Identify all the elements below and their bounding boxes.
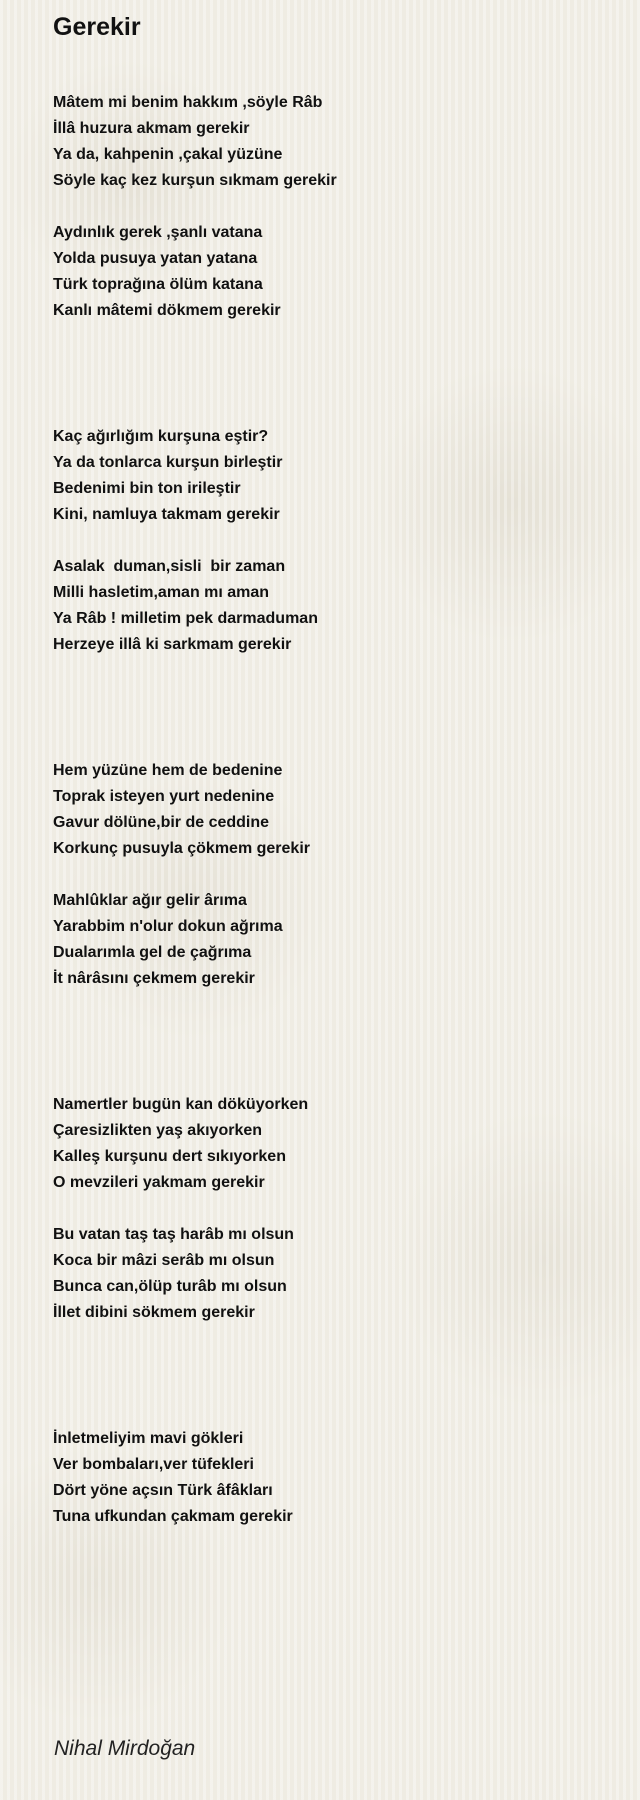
poem-line: Asalak duman,sisli bir zaman	[53, 558, 286, 575]
stanza	[53, 1092, 613, 1196]
poem-line: Söyle kaç kez kurşun sıkmam gerekir	[53, 172, 337, 189]
stanza	[53, 90, 613, 194]
poem-line: Mâtem mi benim hakkım ,söyle Râb	[53, 94, 323, 111]
stanza	[53, 888, 613, 992]
poem-line: Kalleş kurşunu dert sıkıyorken	[53, 1148, 286, 1165]
poem-line: Bu vatan taş taş harâb mı olsun	[53, 1226, 294, 1243]
author-signature: Nihal Mirdoğan	[54, 1737, 196, 1760]
stanza-gap	[53, 528, 613, 554]
poem-line: Türk toprağına ölüm katana	[53, 276, 263, 293]
poem-line: Ya Râb ! milletim pek darmaduman	[53, 610, 318, 627]
poem-line: İllet dibini sökmem gerekir	[53, 1304, 255, 1321]
poem-line: Çaresizlikten yaş akıyorken	[53, 1122, 263, 1139]
stanza	[53, 1426, 613, 1530]
poem-line: İllâ huzura akmam gerekir	[53, 120, 250, 137]
poem-line: Herzeye illâ ki sarkmam gerekir	[53, 636, 292, 653]
poem-title: Gerekir	[53, 13, 141, 41]
poem-line: Milli hasletim,aman mı aman	[53, 584, 270, 601]
poem-line: Tuna ufkundan çakmam gerekir	[53, 1508, 293, 1525]
poem-line: Bunca can,ölüp turâb mı olsun	[53, 1278, 287, 1295]
poem-line: Kaç ağırlığım kurşuna eştir?	[53, 428, 269, 445]
poem-line: Namertler bugün kan döküyorken	[53, 1096, 309, 1113]
poem-line: Dört yöne açsın Türk âfâkları	[53, 1482, 273, 1499]
poem-line: Mahlûklar ağır gelir ârıma	[53, 892, 247, 909]
poem-line: İt nârâsını çekmem gerekir	[53, 970, 255, 987]
stanza	[53, 220, 613, 324]
poem-line: Korkunç pusuyla çökmem gerekir	[53, 840, 310, 857]
poem-line: Kini, namluya takmam gerekir	[53, 506, 280, 523]
poem-page	[53, 0, 613, 1530]
poem-line: Ya da, kahpenin ,çakal yüzüne	[53, 146, 283, 163]
section-gap	[53, 992, 613, 1092]
stanza	[53, 424, 613, 528]
poem-line: Dualarımla gel de çağrıma	[53, 944, 252, 961]
section-gap	[53, 658, 613, 758]
poem-body	[53, 90, 613, 1530]
section-gap	[53, 324, 613, 424]
poem-line: Ver bombaları,ver tüfekleri	[53, 1456, 254, 1473]
stanza-gap	[53, 862, 613, 888]
poem-line: Ya da tonlarca kurşun birleştir	[53, 454, 283, 471]
poem-line: Hem yüzüne hem de bedenine	[53, 762, 283, 779]
poem-line: Toprak isteyen yurt nedenine	[53, 788, 275, 805]
poem-line: O mevzileri yakmam gerekir	[53, 1174, 265, 1191]
poem-line: Koca bir mâzi serâb mı olsun	[53, 1252, 275, 1269]
poem-line: Yolda pusuya yatan yatana	[53, 250, 258, 267]
poem-line: Yarabbim n'olur dokun ağrıma	[53, 918, 283, 935]
stanza-gap	[53, 1196, 613, 1222]
poem-line: İnletmeliyim mavi gökleri	[53, 1430, 244, 1447]
stanza	[53, 1222, 613, 1326]
poem-line: Gavur dölüne,bir de ceddine	[53, 814, 270, 831]
stanza	[53, 554, 613, 658]
poem-line: Aydınlık gerek ,şanlı vatana	[53, 224, 263, 241]
poem-line: Bedenimi bin ton irileştir	[53, 480, 241, 497]
stanza-gap	[53, 194, 613, 220]
stanza	[53, 758, 613, 862]
poem-line: Kanlı mâtemi dökmem gerekir	[53, 302, 281, 319]
section-gap	[53, 1326, 613, 1426]
